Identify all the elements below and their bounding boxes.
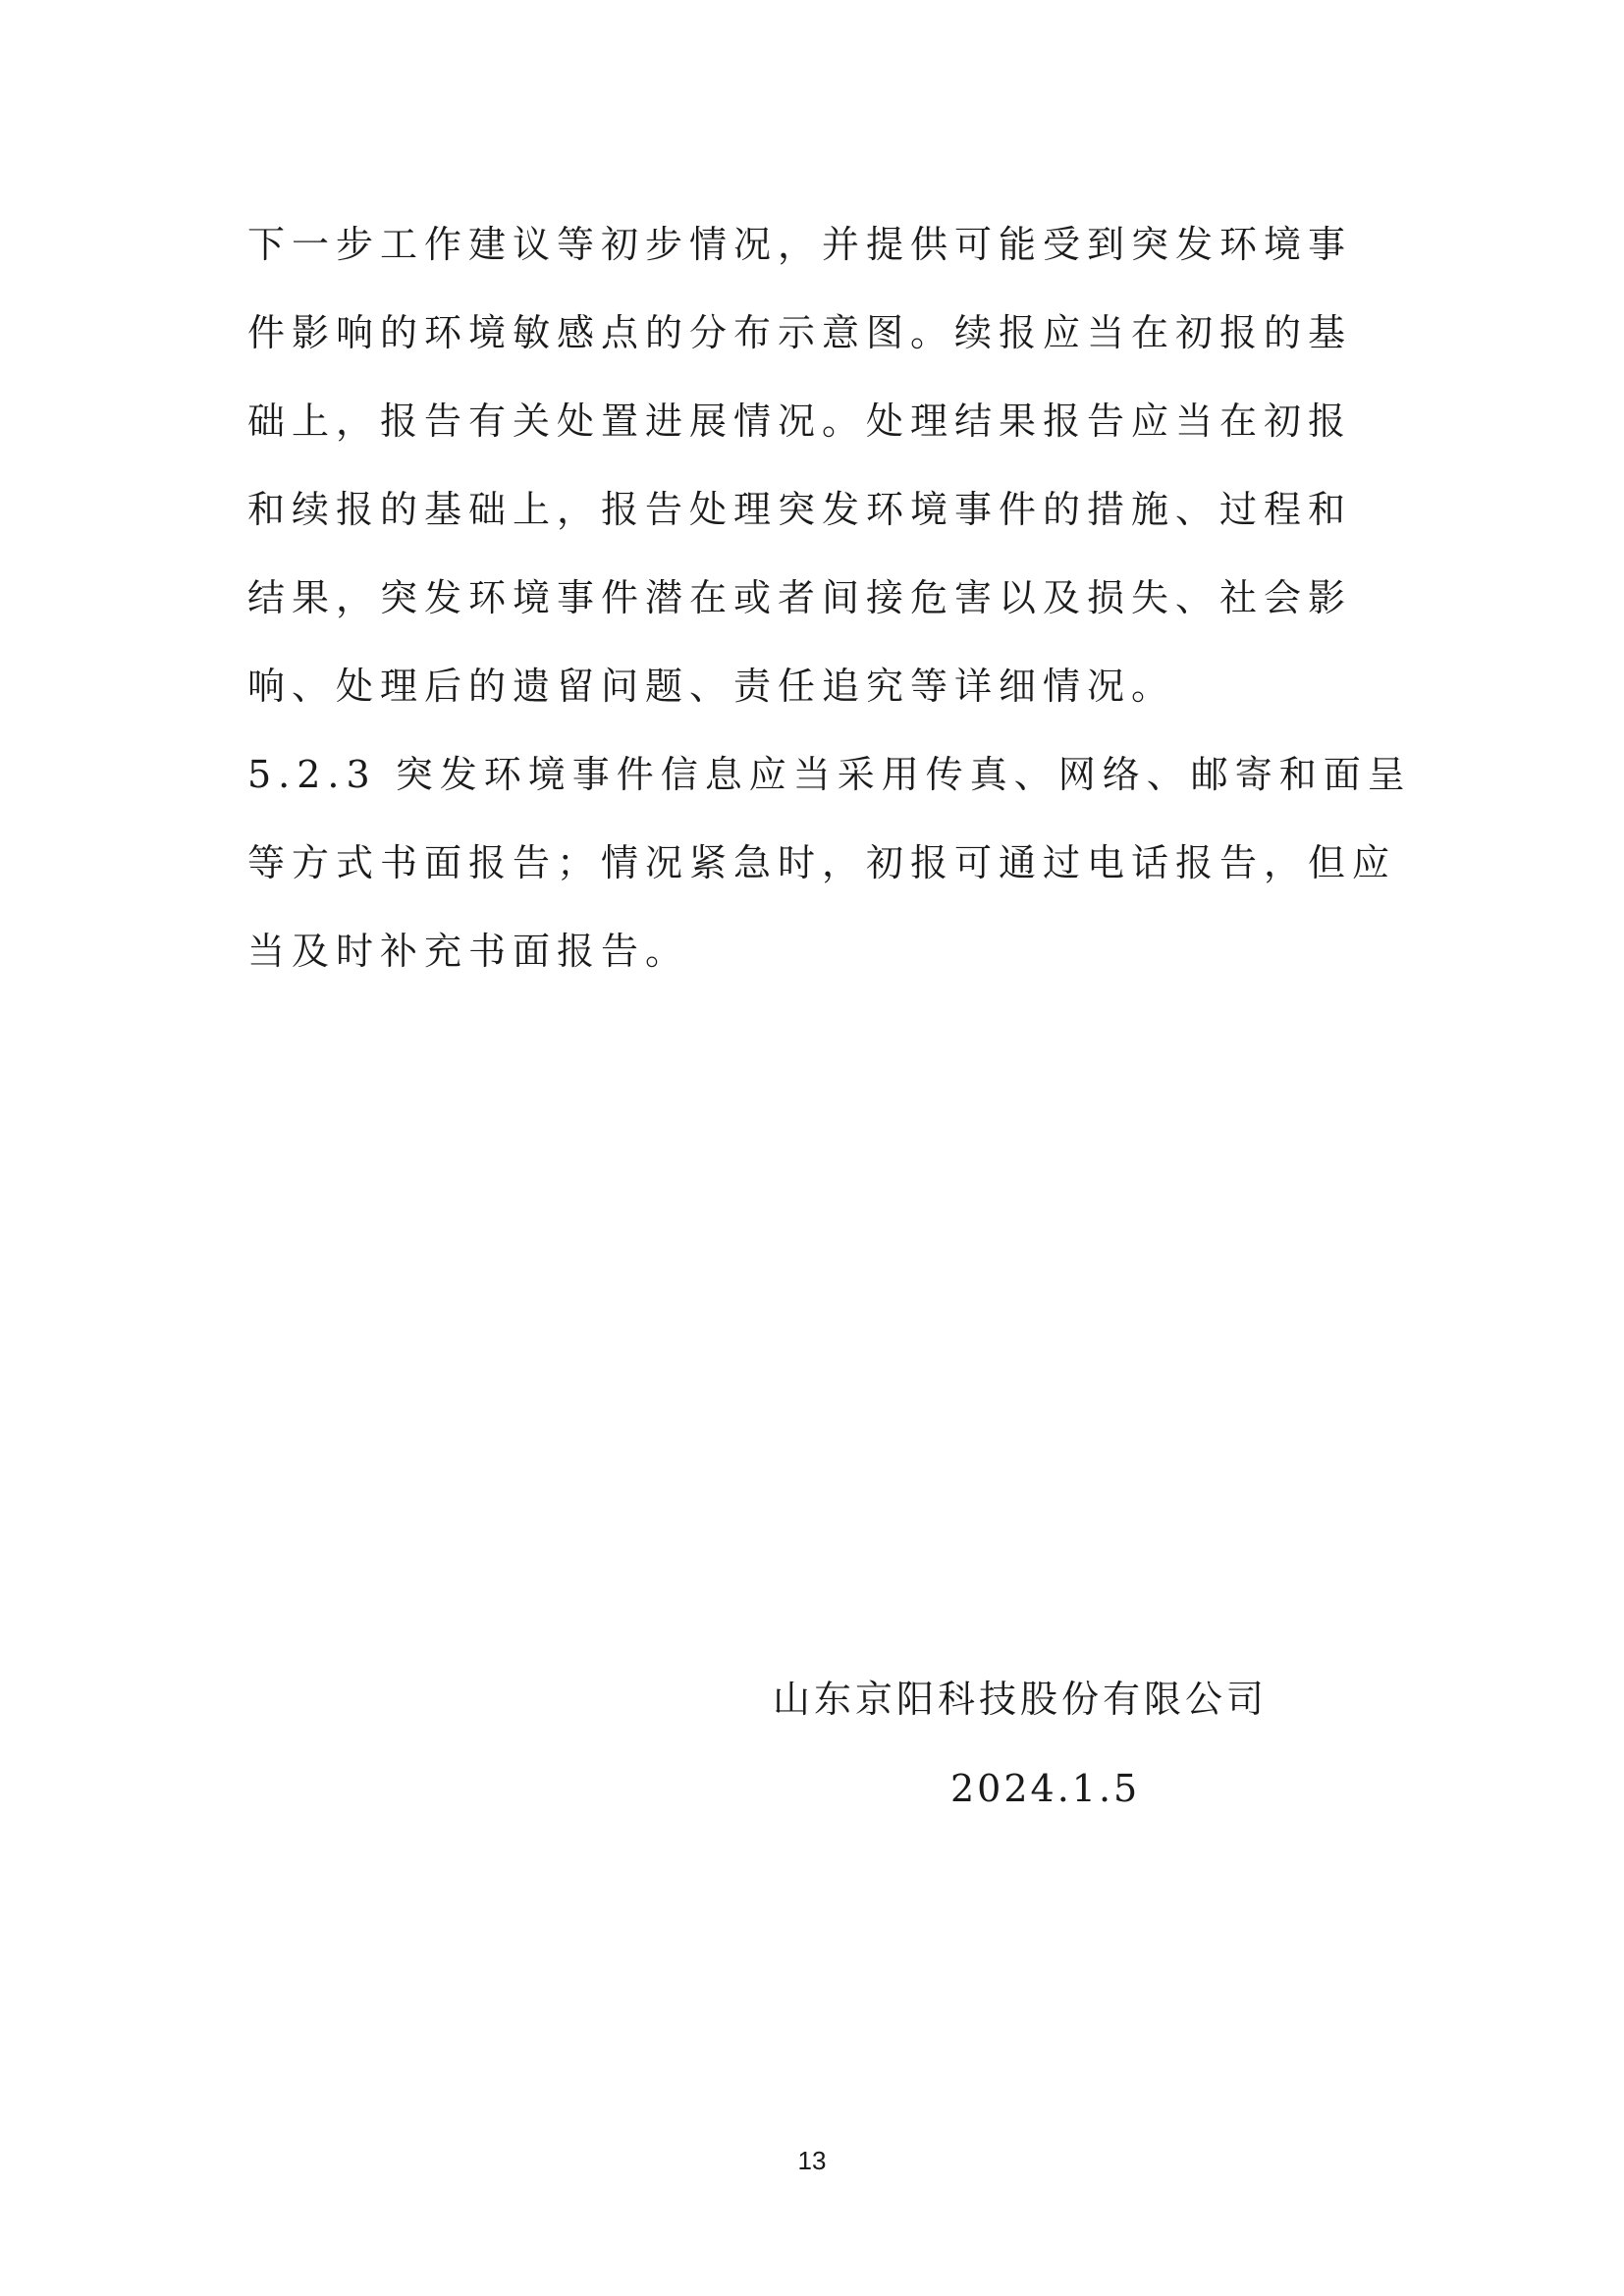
body-text-line: 当及时补充书面报告。 [247,930,690,973]
signature-company: 山东京阳科技股份有限公司 [773,1678,1269,1721]
body-text-line: 础上，报告有关处置进展情况。处理结果报告应当在初报 [247,400,1353,443]
body-text-line: 等方式书面报告；情况紧急时，初报可通过电话报告，但应 [247,841,1397,884]
signature-date: 2024.1.5 [950,1767,1141,1810]
body-text-line: 下一步工作建议等初步情况，并提供可能受到突发环境事 [247,223,1353,266]
page-number: 13 [797,2146,827,2175]
body-text-line: 和续报的基础上，报告处理突发环境事件的措施、过程和 [247,488,1353,531]
body-text-line: 结果，突发环境事件潜在或者间接危害以及损失、社会影 [247,576,1353,619]
body-text-line: 响、处理后的遗留问题、责任追究等详细情况。 [247,665,1176,708]
body-text-line: 5.2.3 突发环境事件信息应当采用传真、网络、邮寄和面呈 [247,753,1412,796]
body-text-line: 件影响的环境敏感点的分布示意图。续报应当在初报的基 [247,311,1353,354]
